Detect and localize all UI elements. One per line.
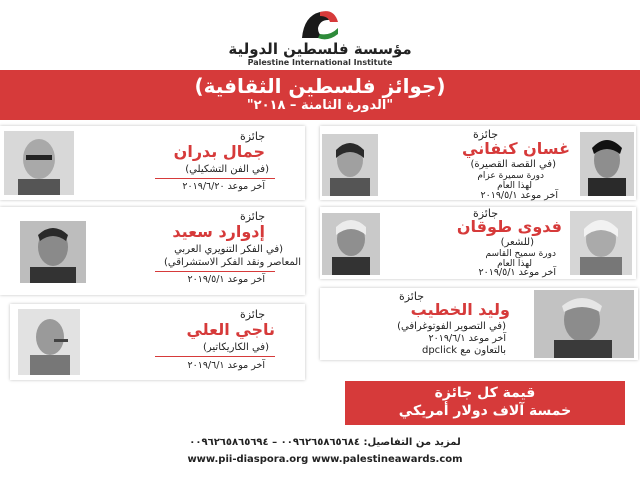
title-banner	[0, 70, 640, 120]
award-name: غسان كنفاني	[462, 139, 570, 158]
award-field: (في التصوير الفوتوغرافي)	[397, 321, 506, 332]
award-name: ناجي العلي	[186, 320, 275, 339]
prize-label: جائزة	[398, 290, 424, 303]
award-name: جمال بدران	[173, 142, 265, 161]
award-name: إدوارد سعيد	[172, 222, 265, 241]
partner-credit: بالتعاون مع dpclick	[421, 345, 506, 356]
institute-logo	[0, 6, 640, 70]
prize-value-amount: خمسة آلاف دولار أمريكي	[398, 403, 572, 419]
deadline: آخر موعد ٢٠١٩/٥/١	[478, 267, 556, 278]
logo-english-name: Palestine International Institute	[247, 58, 393, 67]
award-field: (في القصة القصيرة)	[470, 159, 556, 170]
award-name: فدوى طوقان	[456, 217, 562, 236]
award-field: (للشعر)	[500, 237, 534, 248]
portrait-photo	[580, 132, 634, 196]
award-field: (في الفكر التنويري العربي	[174, 244, 283, 255]
award-card-naji-al-ali	[10, 304, 305, 380]
deadline: آخر موعد ٢٠١٩/٦/٢٠	[182, 181, 265, 192]
portrait-photo	[534, 290, 634, 358]
award-field-continued: المعاصر ونقد الفكر الاستشراقي)	[164, 257, 301, 268]
award-field: (في الفن التشكيلي)	[185, 164, 269, 175]
award-card-edward-said	[0, 207, 305, 295]
divider	[155, 178, 275, 179]
contact-websites[interactable]: www.pii-diaspora.org www.palestineawards.com	[187, 454, 463, 465]
award-card-walid-al-khatib	[320, 288, 638, 360]
award-card-ghassan-kanafani	[320, 126, 636, 200]
session-label: دورة سميرة عزام	[477, 171, 544, 181]
award-card-fadwa-tuqan	[320, 207, 636, 279]
contact-phone-line: لمزيد من التفاصيل: ٠٠٩٦٢٦٥٨٦٥٦٨٤ – ٠٠٩٦٢٦٥٨٦٥٦٩٤	[189, 437, 461, 448]
banner-title: (جوائز فلسطين الثقافية)	[194, 74, 446, 98]
prize-label: جائزة	[472, 207, 498, 220]
prize-value-box	[345, 381, 625, 425]
portrait-photo	[570, 211, 632, 275]
session-label-continued: لهذا العام	[497, 259, 532, 269]
portrait-photo	[322, 134, 378, 196]
prize-label: جائزة	[239, 308, 265, 321]
prize-label: جائزة	[472, 128, 498, 141]
deadline: آخر موعد ٢٠١٩/٥/١	[187, 274, 265, 285]
award-card-jamal-badran	[0, 126, 305, 200]
portrait-photo	[18, 309, 80, 375]
award-field: (في الكاريكاتير)	[203, 342, 269, 353]
divider	[155, 271, 275, 272]
portrait-photo	[322, 213, 380, 275]
session-label-continued: لهذا العام	[497, 181, 532, 191]
award-name: وليد الخطيب	[410, 300, 510, 319]
prize-label: جائزة	[239, 130, 265, 143]
deadline: آخر موعد ٢٠١٩/٦/١	[187, 360, 265, 371]
portrait-photo	[20, 221, 86, 283]
deadline: آخر موعد ٢٠١٩/٥/١	[480, 190, 558, 201]
divider	[155, 356, 275, 357]
palestine-profile-logo-icon	[298, 8, 342, 42]
logo-arabic-name: مؤسسة فلسطين الدولية	[228, 40, 412, 58]
deadline: آخر موعد ٢٠١٩/٦/١	[428, 333, 506, 344]
prize-label: جائزة	[239, 210, 265, 223]
banner-subtitle: "الدورة الثامنة – ٢٠١٨"	[246, 98, 394, 113]
portrait-photo	[4, 131, 74, 195]
session-label: دورة سميح القاسم	[485, 249, 556, 259]
prize-value-heading: قيمة كل جائزة	[434, 385, 536, 401]
